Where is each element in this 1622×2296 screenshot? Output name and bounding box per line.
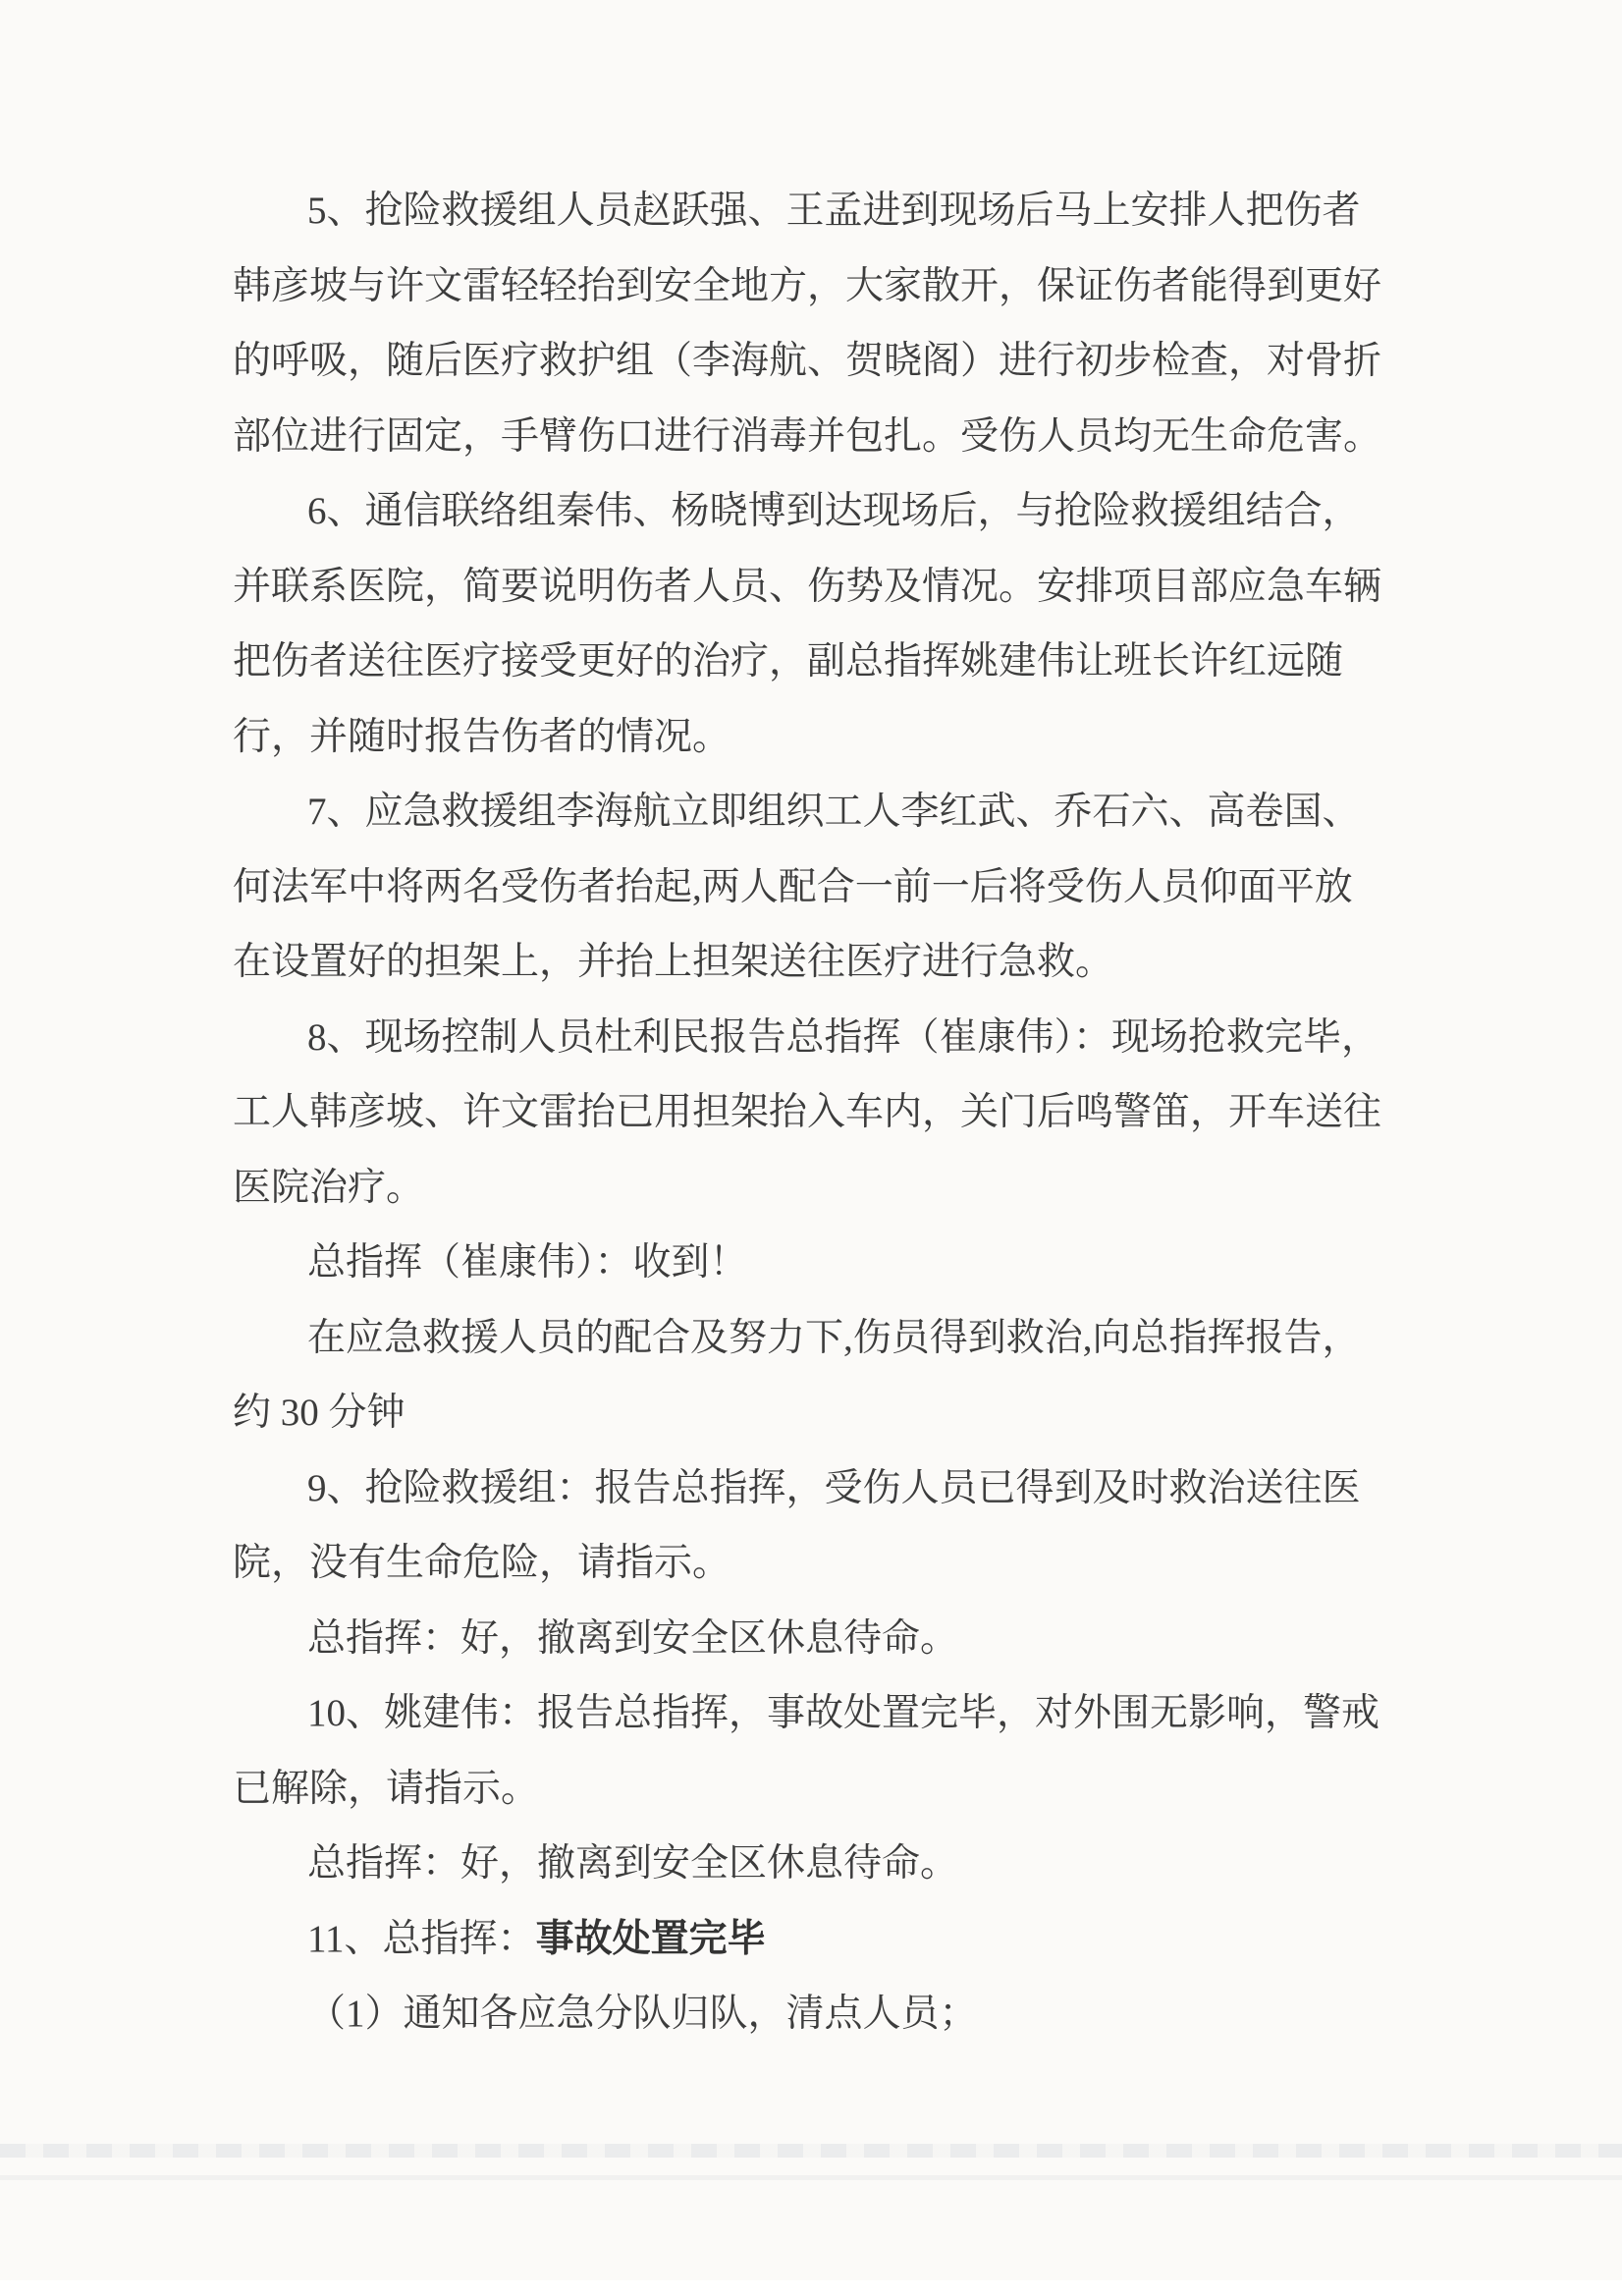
text-segment: 约 30 分钟 — [233, 1392, 406, 1434]
text-segment: 行，并随时报告伤者的情况。 — [233, 715, 731, 758]
text-line — [233, 925, 1377, 1001]
text-segment: 韩彦坡与许文雷轻轻抬到安全地方，大家散开，保证伤者能得到更好 — [233, 264, 1382, 307]
text-line — [233, 1151, 1377, 1227]
text-segment: 医院治疗。 — [233, 1166, 425, 1209]
text-segment: 11、总指挥： — [307, 1917, 536, 1960]
text-line — [233, 1226, 1377, 1301]
text-line — [233, 324, 1382, 400]
text-segment: 院，没有生命危险，请指示。 — [233, 1542, 731, 1584]
scan-artifact-band — [0, 2175, 1622, 2180]
text-segment: 总指挥（崔康伟）：收到！ — [307, 1241, 748, 1284]
text-segment: （1）通知各应急分队归队，清点人员； — [307, 1993, 978, 2035]
text-segment: 总指挥：好，撤离到安全区休息待命。 — [307, 1842, 959, 1885]
text-segment: 8、现场控制人员杜利民报告总指挥（崔康伟）：现场抢救完毕， — [307, 1015, 1380, 1059]
text-line — [233, 700, 1377, 776]
text-segment: 9、抢险救援组：报告总指挥，受伤人员已得到及时救治送往医 — [307, 1466, 1361, 1509]
text-line — [233, 174, 1377, 249]
text-segment: 的呼吸，随后医疗救护组（李海航、贺晓阁）进行初步检查，对骨折 — [233, 340, 1382, 382]
text-line — [233, 400, 1382, 475]
text-segment-bold: 事故处置完毕 — [535, 1917, 766, 1960]
text-segment: 已解除，请指示。 — [233, 1767, 540, 1810]
text-segment: 5、抢险救援组人员赵跃强、王孟进到现场后马上安排人把伤者 — [307, 190, 1361, 232]
document-text-block — [233, 174, 1382, 2052]
text-line — [233, 1602, 1377, 1677]
text-line — [233, 1526, 1377, 1602]
text-segment: 并联系医院，简要说明伤者人员、伤势及情况。安排项目部应急车辆 — [233, 565, 1382, 608]
text-line — [233, 474, 1377, 550]
text-line — [233, 1301, 1377, 1377]
text-line — [233, 1676, 1380, 1752]
text-line — [233, 1977, 1377, 2052]
text-line — [233, 1827, 1377, 1902]
text-segment: 工人韩彦坡、许文雷抬已用担架抬入车内，关门后鸣警笛，开车送往 — [233, 1091, 1382, 1133]
text-segment: 10、姚建伟：报告总指挥，事故处置完毕，对外围无影响，警戒 — [307, 1692, 1380, 1734]
scan-artifact-band — [0, 2144, 1622, 2158]
text-segment: 把伤者送往医疗接受更好的治疗，副总指挥姚建伟让班长许红远随 — [233, 640, 1344, 683]
text-segment: 何法军中将两名受伤者抬起,两人配合一前一后将受伤人员仰面平放 — [233, 865, 1353, 908]
text-line — [233, 249, 1382, 325]
text-line — [233, 550, 1382, 626]
text-line — [233, 1075, 1382, 1151]
text-segment: 7、应急救援组李海航立即组织工人李红武、乔石六、高卷国、 — [307, 791, 1361, 833]
text-line — [233, 1451, 1377, 1527]
text-segment: 在设置好的担架上，并抬上担架送往医疗进行急救。 — [233, 941, 1114, 983]
page-bottom-edge — [0, 2280, 1622, 2296]
text-line — [233, 1001, 1380, 1076]
text-line — [233, 1376, 1377, 1451]
text-segment: 总指挥：好，撤离到安全区休息待命。 — [307, 1616, 959, 1660]
text-line — [233, 850, 1377, 926]
text-segment: 在应急救援人员的配合及努力下,伤员得到救治,向总指挥报告， — [307, 1316, 1361, 1359]
text-line — [233, 775, 1377, 850]
text-line — [233, 1902, 1377, 1978]
text-segment: 6、通信联络组秦伟、杨晓博到达现场后，与抢险救援组结合， — [307, 490, 1361, 532]
text-line — [233, 625, 1377, 700]
text-line — [233, 1752, 1377, 1828]
text-segment: 部位进行固定，手臂伤口进行消毒并包扎。受伤人员均无生命危害。 — [233, 414, 1382, 458]
